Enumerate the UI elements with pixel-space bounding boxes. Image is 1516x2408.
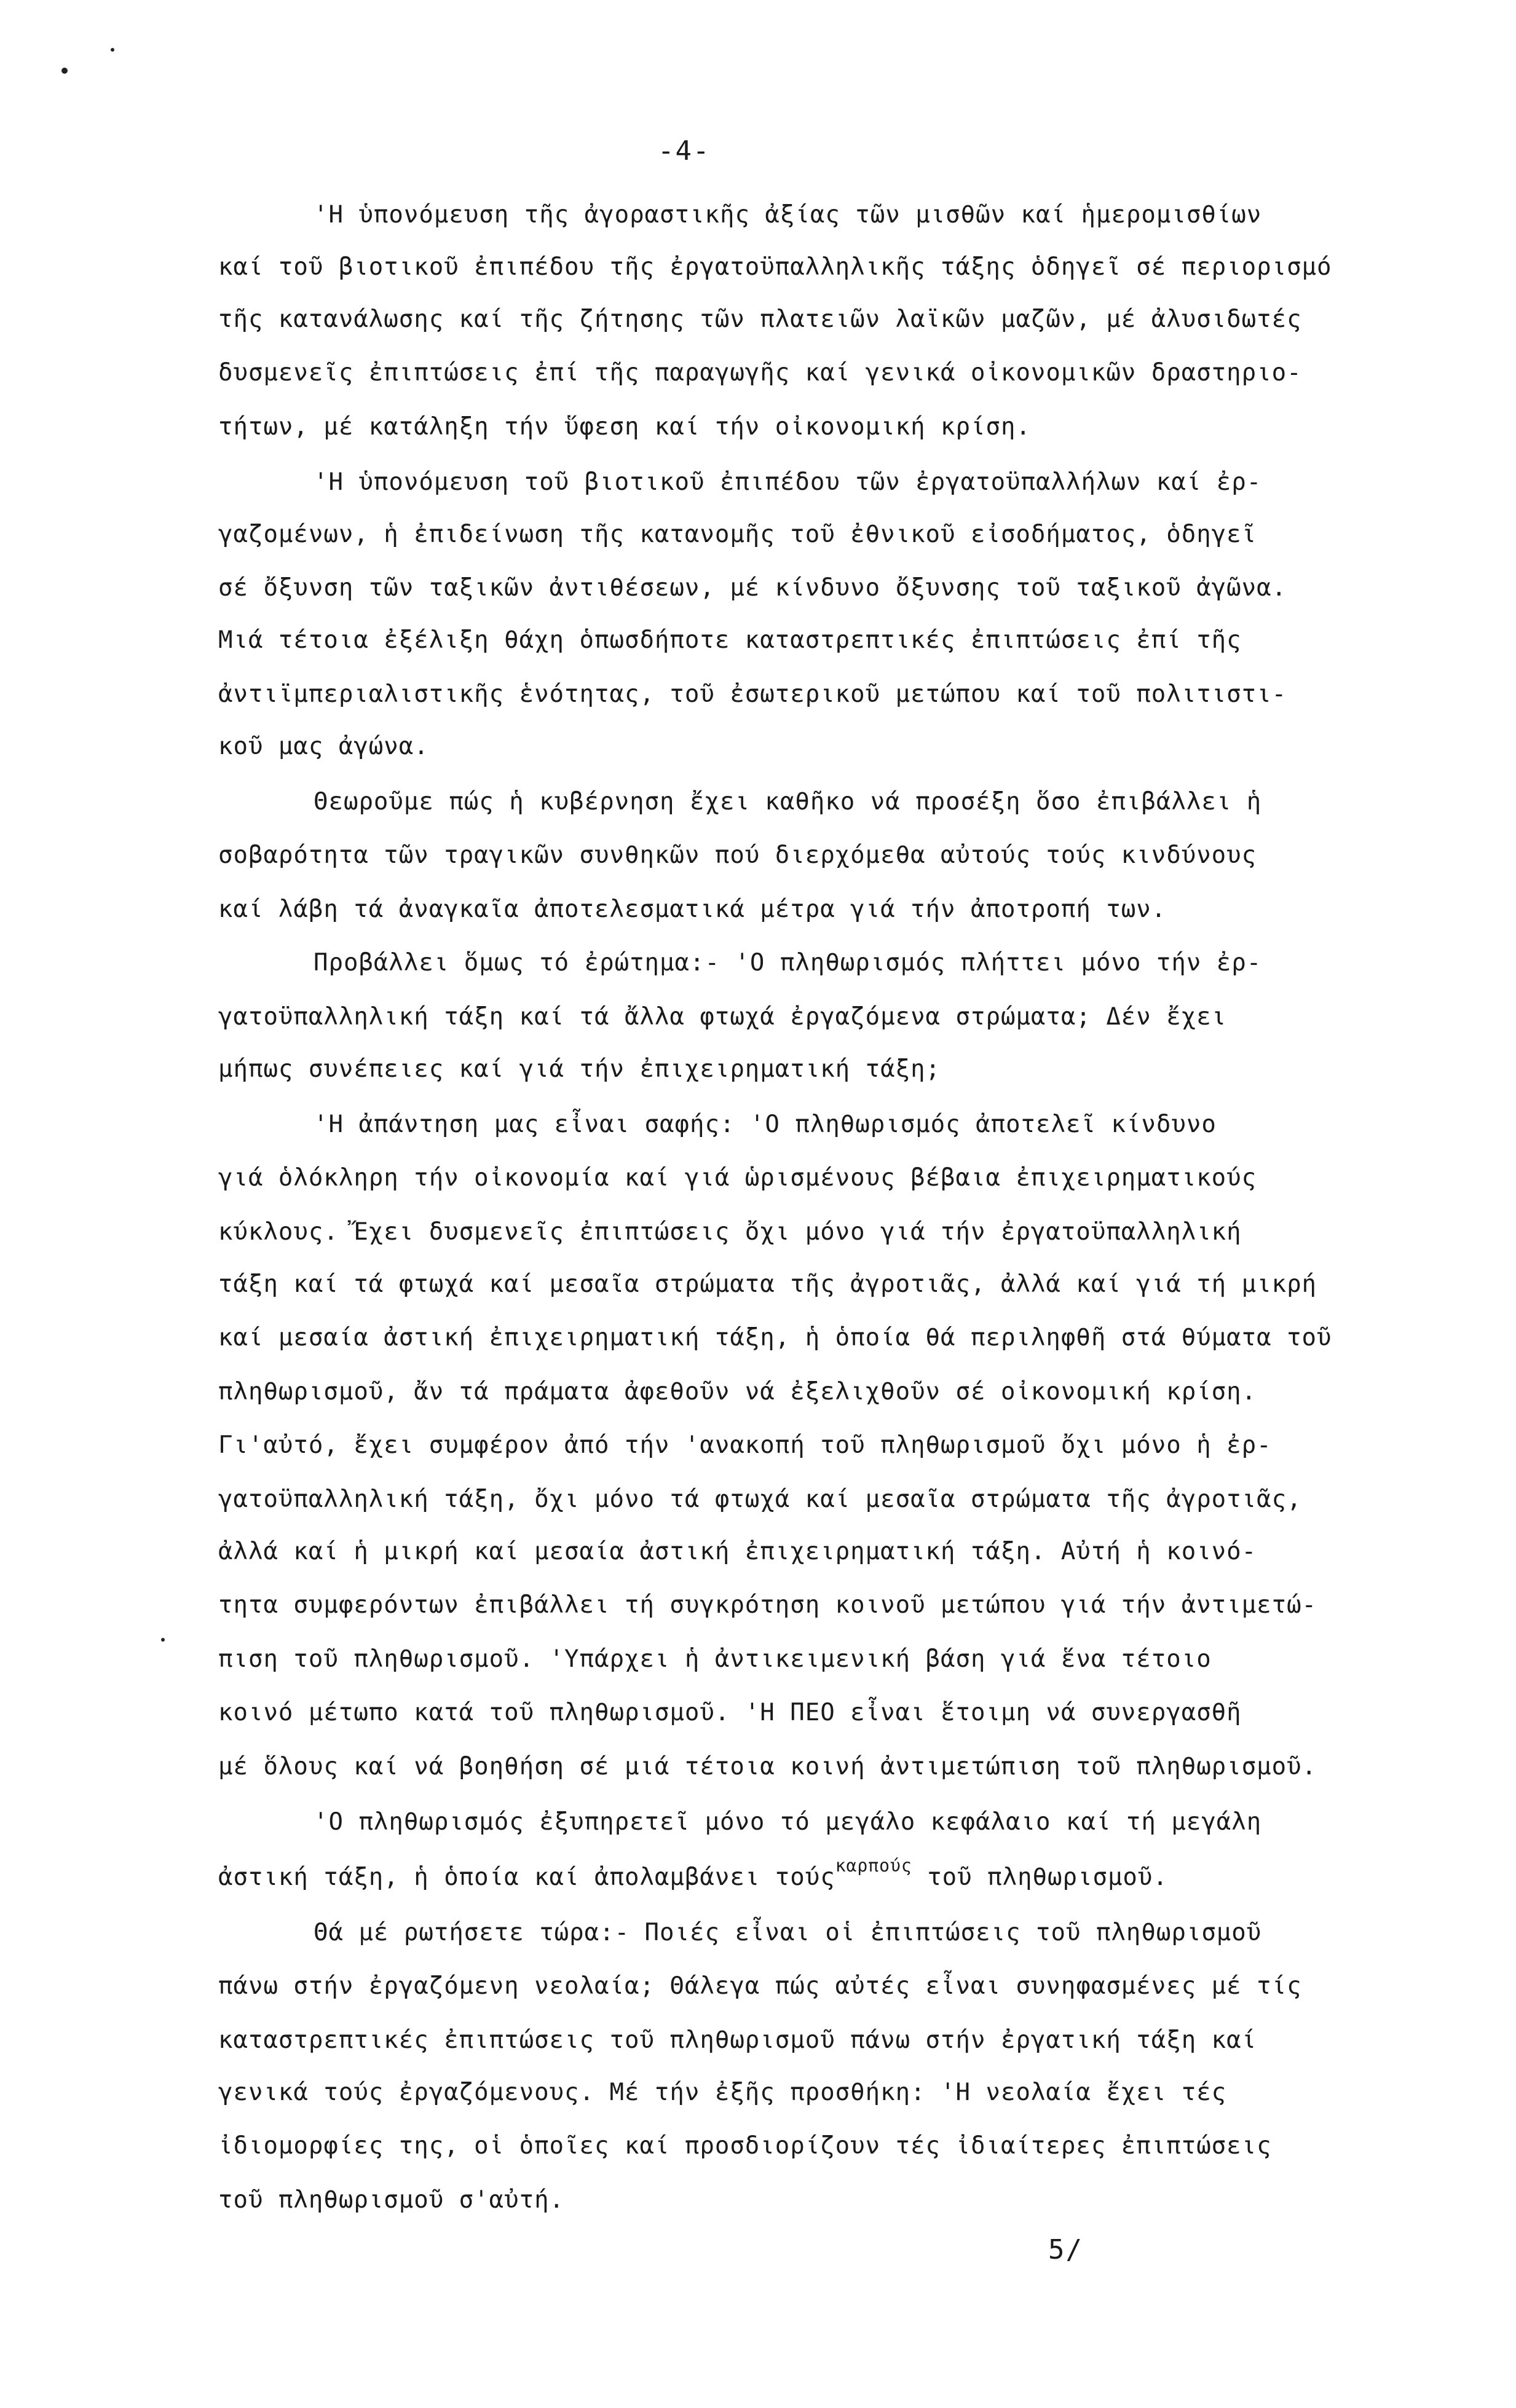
- scan-speck: [111, 48, 114, 52]
- text-line: γαζομένων, ἡ ἐπιδείνωση τῆς κατανομῆς τοῦ ἐθνικοῦ εἰσοδήματος, ὁδηγεῖ: [218, 521, 1257, 548]
- text-line: καί μεσαία ἀστική ἐπιχειρηματική τάξη, ἡ ὁποία θά περιληφθῆ στά θύματα τοῦ: [218, 1324, 1332, 1352]
- page-number: -4-: [658, 135, 711, 167]
- text-line: σοβαρότητα τῶν τραγικῶν συνθηκῶν πού διερχόμεθα αὐτούς τούς κινδύνους: [218, 841, 1257, 869]
- text-segment: τοῦ πληθωρισμοῦ.: [927, 1863, 1168, 1891]
- text-line: Προβάλλει ὅμως τό ἐρώτημα:- 'Ο πληθωρισμός πλήττει μόνο τήν ἐρ-: [314, 949, 1262, 977]
- text-line: 'Η ὑπονόμευση τοῦ βιοτικοῦ ἐπιπέδου τῶν ἐργατοϋπαλλήλων καί ἐρ-: [314, 468, 1262, 496]
- text-line: γιά ὁλόκληρη τήν οἰκονομία καί γιά ὡρισμένους βέβαια ἐπιχειρηματικούς: [218, 1164, 1257, 1192]
- text-segment: ἀστική τάξη, ἡ ὁποία καί ἀπολαμβάνει τούς: [218, 1863, 835, 1891]
- text-line: κοῦ μας ἀγώνα.: [218, 733, 429, 760]
- text-line: τῆς κατανάλωσης καί τῆς ζήτησης τῶν πλατειῶν λαϊκῶν μαζῶν, μέ ἀλυσιδωτές: [218, 305, 1302, 333]
- text-line: ἰδιομορφίες της, οἱ ὁποῖες καί προσδιορίζουν τές ἰδιαίτερες ἐπιπτώσεις: [218, 2132, 1272, 2160]
- text-line: γατοϋπαλληλική τάξη καί τά ἄλλα φτωχά ἐργαζόμενα στρώματα; Δέν ἔχει: [218, 1003, 1227, 1031]
- text-line: κοινό μέτωπο κατά τοῦ πληθωρισμοῦ. 'Η ΠΕΟ εἶναι ἕτοιμη νά συνεργασθῆ: [218, 1699, 1242, 1726]
- text-line: κύκλους. Ἔχει δυσμενεῖς ἐπιπτώσεις ὄχι μόνο γιά τήν ἐργατοϋπαλληλική: [218, 1218, 1242, 1246]
- text-line: Μιά τέτοια ἐξέλιξη θάχη ὁπωσδήποτε καταστρεπτικές ἐπιπτώσεις ἐπί τῆς: [218, 626, 1242, 654]
- text-line: πιση τοῦ πληθωρισμοῦ. 'Υπάρχει ἡ ἀντικειμενική βάση γιά ἕνα τέτοιο: [218, 1645, 1212, 1673]
- text-line: Θεωροῦμε πώς ἡ κυβέρνηση ἔχει καθῆκο νά προσέξη ὅσο ἐπιβάλλει ἡ: [314, 788, 1262, 816]
- text-line: τητα συμφερόντων ἐπιβάλλει τή συγκρότηση κοινοῦ μετώπου γιά τήν ἀντιμετώ-: [218, 1591, 1317, 1619]
- superscript-insertion: καρπούς: [835, 1855, 912, 1876]
- text-line: ἀλλά καί ἡ μικρή καί μεσαία ἀστική ἐπιχειρηματική τάξη. Αὐτή ἡ κοινό-: [218, 1538, 1257, 1565]
- text-line: Γι'αὐτό, ἔχει συμφέρον ἀπό τήν 'ανακοπή τοῦ πληθωρισμοῦ ὄχι μόνο ἡ ἐρ-: [218, 1431, 1272, 1459]
- text-line: Θά μέ ρωτήσετε τώρα:- Ποιές εἶναι οἱ ἐπιπτώσεις τοῦ πληθωρισμοῦ: [314, 1919, 1262, 1946]
- text-line: γατοϋπαλληλική τάξη, ὄχι μόνο τά φτωχά καί μεσαῖα στρώματα τῆς ἀγροτιᾶς,: [218, 1485, 1302, 1513]
- text-line: καταστρεπτικές ἐπιπτώσεις τοῦ πληθωρισμοῦ πάνω στήν ἐργατική τάξη καί: [218, 2026, 1257, 2054]
- text-line: καί λάβη τά ἀναγκαῖα ἀποτελεσματικά μέτρα γιά τήν ἀποτροπή των.: [218, 895, 1167, 923]
- text-line: δυσμενεῖς ἐπιπτώσεις ἐπί τῆς παραγωγῆς καί γενικά οἰκονομικῶν δραστηριο-: [218, 359, 1302, 387]
- text-line: πληθωρισμοῦ, ἄν τά πράματα ἀφεθοῦν νά ἐξελιχθοῦν σέ οἰκονομική κρίση.: [218, 1378, 1257, 1406]
- text-line: πάνω στήν ἐργαζόμενη νεολαία; Θάλεγα πώς αὐτές εἶναι συνηφασμένες μέ τίς: [218, 1972, 1302, 2000]
- text-line: μήπως συνέπειες καί γιά τήν ἐπιχειρηματική τάξη;: [218, 1055, 941, 1083]
- text-line: [218, 1855, 1168, 1891]
- text-line: ἀντιϊμπεριαλιστικῆς ἑνότητας, τοῦ ἐσωτερικοῦ μετώπου καί τοῦ πολιτιστι-: [218, 680, 1287, 708]
- text-line: 'Η ἀπάντηση μας εἶναι σαφής: 'Ο πληθωρισμός ἀποτελεῖ κίνδυνο: [314, 1111, 1217, 1138]
- scan-speck: [61, 68, 68, 74]
- text-line: καί τοῦ βιοτικοῦ ἐπιπέδου τῆς ἐργατοϋπαλληλικῆς τάξης ὁδηγεῖ σέ περιορισμό: [218, 253, 1332, 281]
- text-line: τάξη καί τά φτωχά καί μεσαῖα στρώματα τῆς ἀγροτιᾶς, ἀλλά καί γιά τή μικρή: [218, 1270, 1317, 1298]
- next-page-reference: 5/: [1048, 2234, 1083, 2265]
- text-line: τήτων, μέ κατάληξη τήν ὕφεση καί τήν οἰκονομική κρίση.: [218, 413, 1031, 441]
- scan-speck: [161, 1638, 165, 1642]
- text-line: τοῦ πληθωρισμοῦ σ'αὐτή.: [218, 2186, 565, 2214]
- text-line: 'Η ὑπονόμευση τῆς ἀγοραστικῆς ἀξίας τῶν μισθῶν καί ἡμερομισθίων: [314, 201, 1262, 229]
- text-line: 'Ο πληθωρισμός ἐξυπηρετεῖ μόνο τό μεγάλο κεφάλαιο καί τή μεγάλη: [314, 1808, 1262, 1836]
- text-line: μέ ὅλους καί νά βοηθήση σέ μιά τέτοια κοινή ἀντιμετώπιση τοῦ πληθωρισμοῦ.: [218, 1753, 1317, 1780]
- text-line: γενικά τούς ἐργαζόμενους. Μέ τήν ἐξῆς προσθήκη: 'Η νεολαία ἔχει τές: [218, 2079, 1227, 2106]
- text-line: σέ ὄξυνση τῶν ταξικῶν ἀντιθέσεων, μέ κίνδυνο ὄξυνσης τοῦ ταξικοῦ ἀγῶνα.: [218, 574, 1287, 602]
